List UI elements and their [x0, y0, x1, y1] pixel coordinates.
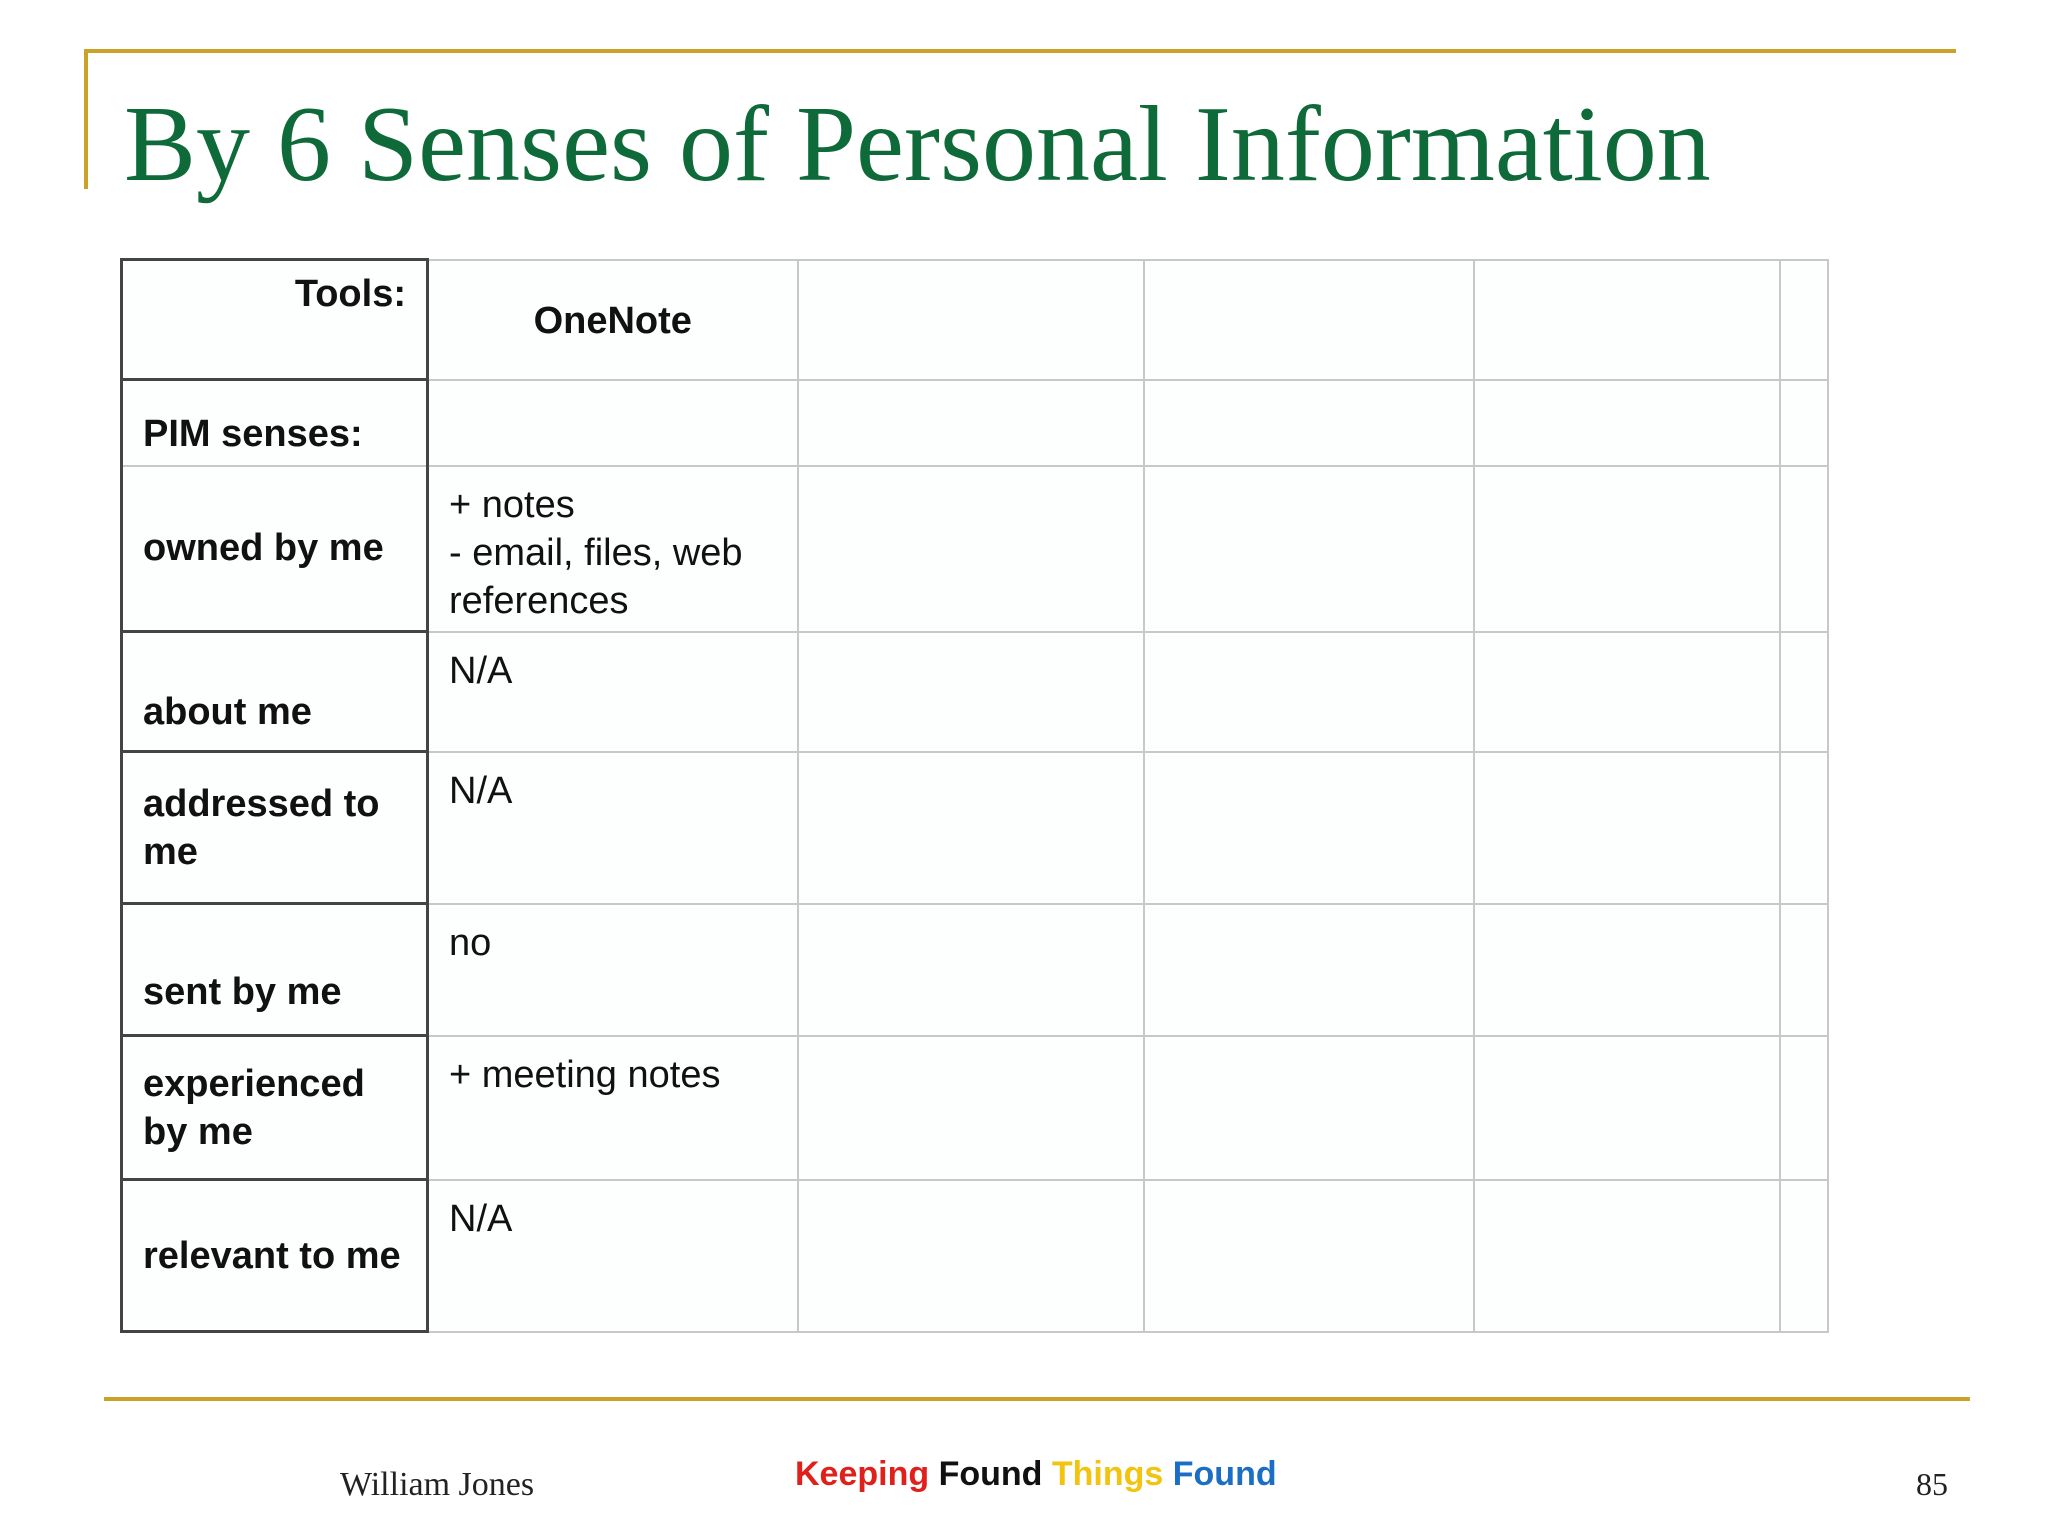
empty-cell: [798, 632, 1144, 752]
empty-cell: [1780, 380, 1828, 466]
empty-cell: [1474, 1036, 1780, 1180]
sense-label: addressed to me: [143, 782, 380, 873]
empty-cell: [1474, 632, 1780, 752]
sense-label-cell: [122, 752, 428, 904]
brand-word-keeping: Keeping: [795, 1455, 930, 1493]
sense-value: no: [449, 921, 492, 964]
sense-label: owned by me: [143, 527, 384, 570]
page-number: 85: [1916, 1466, 1948, 1502]
tool-column-header: [1780, 260, 1828, 380]
tool-name-onenote: OneNote: [533, 300, 692, 342]
tools-header-row: [122, 260, 1828, 380]
left-accent-rule: [84, 49, 88, 189]
sense-value: N/A: [449, 769, 513, 812]
sense-value: + notes - email, files, web references: [449, 483, 743, 622]
table-row: [122, 1036, 1828, 1180]
empty-cell: [1144, 466, 1474, 632]
empty-cell: [1474, 904, 1780, 1036]
table-row: [122, 1180, 1828, 1332]
empty-cell: [1474, 752, 1780, 904]
sense-value: N/A: [449, 1197, 513, 1240]
senses-header-row: [122, 380, 1828, 466]
sense-value-cell: [428, 632, 798, 752]
sense-value-cell: [428, 904, 798, 1036]
brand-word-things: Things: [1051, 1455, 1164, 1493]
pim-senses-label: PIM senses:: [143, 413, 363, 456]
brand-word-found-2: Found: [1172, 1455, 1277, 1493]
tools-corner-cell: [122, 260, 428, 380]
empty-cell: [1474, 466, 1780, 632]
empty-cell: [798, 1036, 1144, 1180]
sense-value-cell: [428, 1180, 798, 1332]
sense-value-cell: [428, 466, 798, 632]
empty-cell: [798, 380, 1144, 466]
empty-cell: [1144, 380, 1474, 466]
sense-label: relevant to me: [143, 1234, 401, 1277]
top-accent-rule: [84, 49, 1956, 53]
empty-cell: [1144, 904, 1474, 1036]
empty-cell: [1780, 752, 1828, 904]
footer-author: William Jones: [340, 1466, 535, 1503]
empty-cell: [1474, 380, 1780, 466]
empty-cell: [798, 466, 1144, 632]
tools-label: Tools:: [294, 273, 406, 315]
empty-cell: [1144, 1036, 1474, 1180]
empty-cell: [428, 380, 798, 466]
sense-label-cell: [122, 1036, 428, 1180]
empty-cell: [1780, 904, 1828, 1036]
table-row: [122, 904, 1828, 1036]
sense-label: sent by me: [143, 970, 342, 1013]
sense-value: N/A: [449, 649, 513, 692]
tool-column-header: [1144, 260, 1474, 380]
sense-label-cell: [122, 466, 428, 632]
empty-cell: [798, 752, 1144, 904]
pim-senses-table: [120, 258, 1829, 1333]
sense-label-cell: [122, 1180, 428, 1332]
empty-cell: [798, 904, 1144, 1036]
brand-word-found: Found: [938, 1455, 1043, 1493]
sense-label-cell: [122, 632, 428, 752]
empty-cell: [1780, 1180, 1828, 1332]
footer-brand-logo: [795, 1455, 1277, 1494]
sense-value: + meeting notes: [449, 1053, 721, 1096]
sense-label: about me: [143, 690, 312, 733]
sense-label-cell: [122, 904, 428, 1036]
pim-senses-header-cell: [122, 380, 428, 466]
empty-cell: [798, 1180, 1144, 1332]
empty-cell: [1474, 1180, 1780, 1332]
sense-value-cell: [428, 1036, 798, 1180]
footer-accent-rule: [104, 1397, 1970, 1401]
empty-cell: [1780, 1036, 1828, 1180]
tool-column-header: [1474, 260, 1780, 380]
empty-cell: [1780, 466, 1828, 632]
table-row: [122, 466, 1828, 632]
table-row: [122, 752, 1828, 904]
empty-cell: [1780, 632, 1828, 752]
tool-column-header: [798, 260, 1144, 380]
empty-cell: [1144, 752, 1474, 904]
sense-label: experienced by me: [143, 1062, 365, 1153]
empty-cell: [1144, 632, 1474, 752]
sense-value-cell: [428, 752, 798, 904]
tool-column-header: [428, 260, 798, 380]
slide-title: By 6 Senses of Personal Information: [124, 85, 1711, 204]
empty-cell: [1144, 1180, 1474, 1332]
table-row: [122, 632, 1828, 752]
